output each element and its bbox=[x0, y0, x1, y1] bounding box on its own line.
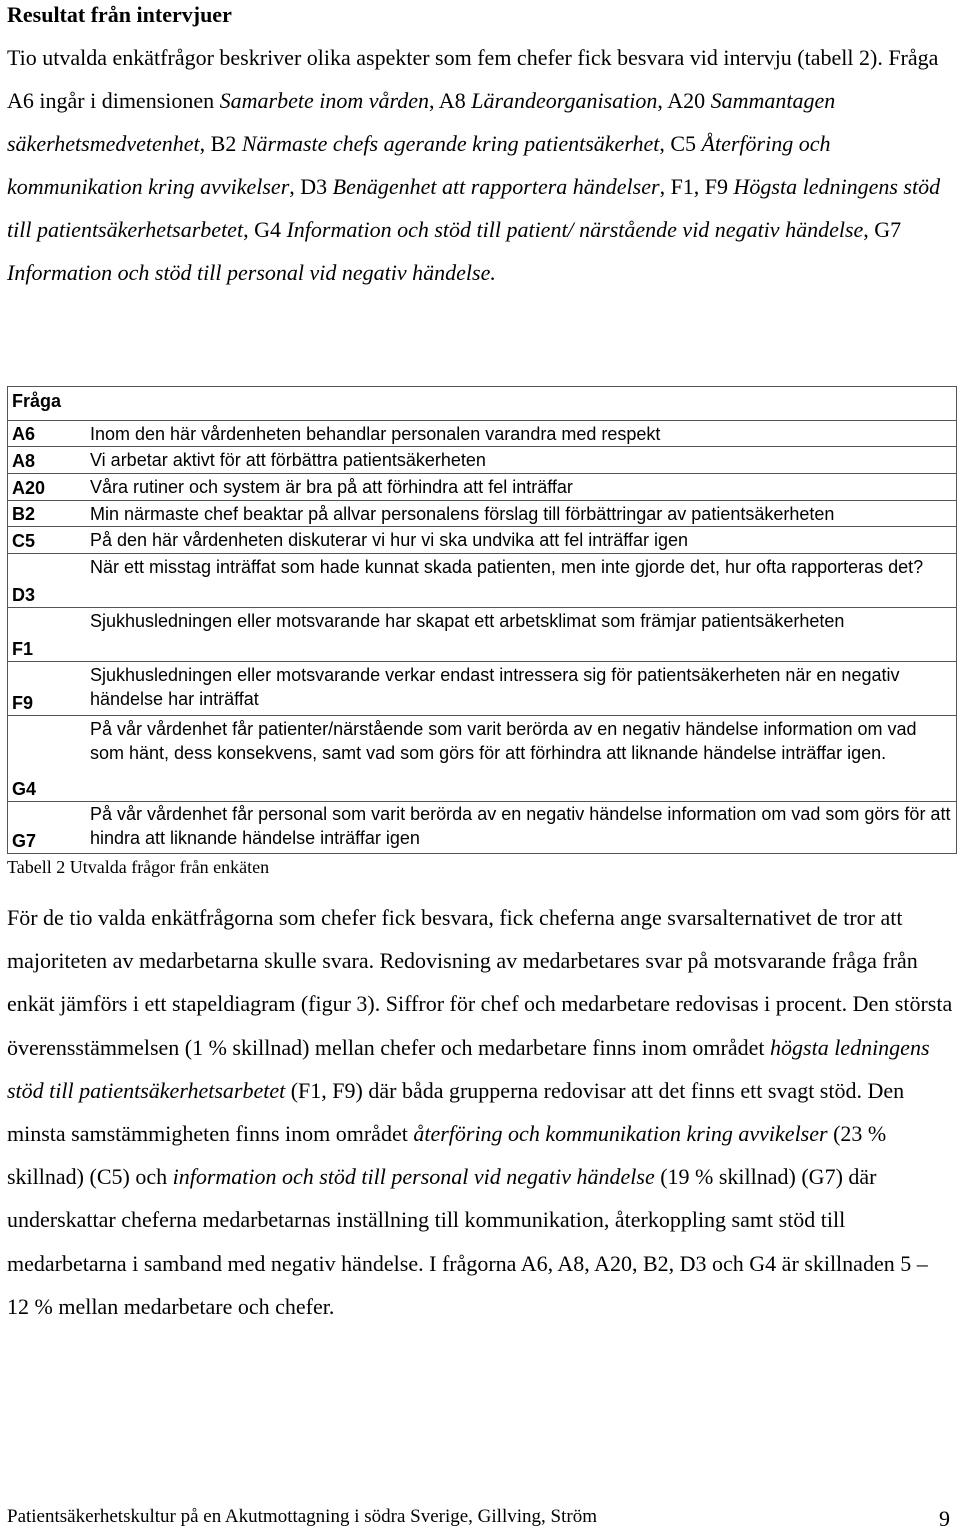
table-row bbox=[8, 661, 956, 716]
questions-table bbox=[7, 386, 957, 854]
italic-run: Lärandeorganisation bbox=[471, 88, 658, 113]
results-paragraph bbox=[7, 896, 955, 1328]
question-text: Sjukhusledningen eller motsvarande verkar endast intressera sig för patientsäkerheten när en negativ händelse har inträffat bbox=[90, 665, 900, 709]
text-run: , F1, F9 bbox=[659, 174, 734, 199]
italic-run: Närmaste chefs agerande kring patientsäkerhet bbox=[241, 131, 660, 156]
section-heading: Resultat från intervjuer bbox=[7, 2, 232, 27]
page-number: 9 bbox=[939, 1506, 950, 1531]
table-row bbox=[8, 801, 956, 854]
question-text: Inom den här vårdenheten behandlar personalen varandra med respekt bbox=[90, 424, 661, 444]
italic-run: Sammantagen säkerhetsmedvetenhet bbox=[7, 88, 836, 156]
question-text: När ett misstag inträffat som hade kunnat skada patienten, men inte gjorde det, hur ofta rapporteras det? bbox=[90, 557, 924, 577]
question-code: G7 bbox=[12, 831, 37, 851]
question-code: A6 bbox=[12, 424, 36, 444]
table-row bbox=[8, 553, 956, 608]
text-run: (19 % skillnad) (G7) där underskattar cheferna medarbetarnas inställning till kommunikation, återkoppling samt stöd till medarbetarna i samband med negativ händelse. I frågorna A6, A8, A20, B2, D3 och G4 är skillnaden 5 – 12 % mellan medarbetare och chefer. bbox=[7, 1164, 928, 1319]
question-text: På den här vårdenheten diskuterar vi hur vi ska undvika att fel inträffar igen bbox=[90, 530, 689, 550]
text-run: , B2 bbox=[199, 131, 242, 156]
question-text: Vi arbetar aktivt för att förbättra patientsäkerheten bbox=[90, 450, 486, 470]
question-text: På vår vårdenhet får patienter/närstående som varit berörda av en negativ händelse information om vad som hänt, dess konsekvens, samt vad som görs för att förhindra att liknande händelse inträffar igen. bbox=[90, 719, 917, 763]
question-code: F1 bbox=[12, 639, 34, 659]
text-run: Tio utvalda enkätfrågor beskriver olika aspekter som fem chefer fick besvara vid intervju (tabell 2). Fråga A6 ingår i dimensionen bbox=[7, 45, 939, 113]
question-code: A20 bbox=[12, 478, 46, 498]
italic-run: information och stöd till personal vid negativ händelse bbox=[172, 1164, 655, 1190]
italic-run: Information och stöd till patient/ närstående vid negativ händelse bbox=[286, 217, 864, 242]
question-code: F9 bbox=[12, 693, 34, 713]
table-row bbox=[8, 473, 956, 501]
italic-run: högsta ledningens stöd till patientsäkerhetsarbetet bbox=[7, 1034, 930, 1103]
italic-run: Återföring och kommunikation kring avvikelser bbox=[7, 131, 831, 199]
table-row bbox=[8, 715, 956, 802]
italic-run: Samarbete inom vården bbox=[219, 88, 430, 113]
question-code: G4 bbox=[12, 779, 37, 799]
text-run: , G4 bbox=[243, 217, 287, 242]
page-footer: Patientsäkerhetskultur på en Akutmottagning i södra Sverige, Gillving, Ström bbox=[7, 1506, 597, 1527]
table-row bbox=[8, 500, 956, 527]
table-header-fraga: Fråga bbox=[12, 391, 62, 411]
text-run: , A20 bbox=[657, 88, 711, 113]
text-run: , D3 bbox=[289, 174, 333, 199]
intro-paragraph bbox=[7, 36, 957, 294]
text-run: , C5 bbox=[659, 131, 702, 156]
table-row bbox=[8, 420, 956, 447]
question-text: Min närmaste chef beaktar på allvar personalens förslag till förbättringar av patientsäkerheten bbox=[90, 504, 835, 524]
question-text: Sjukhusledningen eller motsvarande har skapat ett arbetsklimat som främjar patientsäkerheten bbox=[90, 611, 845, 631]
text-run: , G7 bbox=[863, 217, 902, 242]
table-caption: Tabell 2 Utvalda frågor från enkäten bbox=[7, 857, 270, 877]
table-row bbox=[8, 446, 956, 474]
text-run: För de tio valda enkätfrågorna som chefer fick besvara, fick cheferna ange svarsalternativet de tror att majoriteten av medarbetarna skulle svara. Redovisning av medarbetares svar på motsvarande fråga från enkät jämförs i ett stapeldiagram (figur 3). Siffror för chef och medarbetare redovisas i procent. Den största överensstämmelsen (1 % skillnad) mellan chefer och medarbetare finns inom området bbox=[7, 905, 953, 1060]
question-code: A8 bbox=[12, 451, 36, 471]
italic-run: Information och stöd till personal vid negativ händelse. bbox=[7, 260, 496, 285]
text-run: (23 % skillnad) (C5) och bbox=[7, 1121, 887, 1190]
question-text: Våra rutiner och system är bra på att förhindra att fel inträffar bbox=[90, 477, 573, 497]
question-code: D3 bbox=[12, 585, 36, 605]
question-code: C5 bbox=[12, 531, 36, 551]
italic-run: återföring och kommunikation kring avvikelser bbox=[413, 1121, 828, 1147]
question-code: B2 bbox=[12, 504, 36, 524]
italic-run: Högsta ledningens stöd till patientsäkerhetsarbetet bbox=[7, 174, 941, 242]
table-row bbox=[8, 607, 956, 662]
text-run: , A8 bbox=[429, 88, 472, 113]
question-text: På vår vårdenhet får personal som varit berörda av en negativ händelse information om vad som görs för att hindra att liknande händelse inträffar igen bbox=[90, 804, 951, 848]
text-run: (F1, F9) där båda grupperna redovisar att det finns ett svagt stöd. Den minsta samstämmigheten finns inom området bbox=[7, 1077, 905, 1147]
table-row bbox=[8, 526, 956, 554]
italic-run: Benägenhet att rapportera händelser bbox=[332, 174, 660, 199]
